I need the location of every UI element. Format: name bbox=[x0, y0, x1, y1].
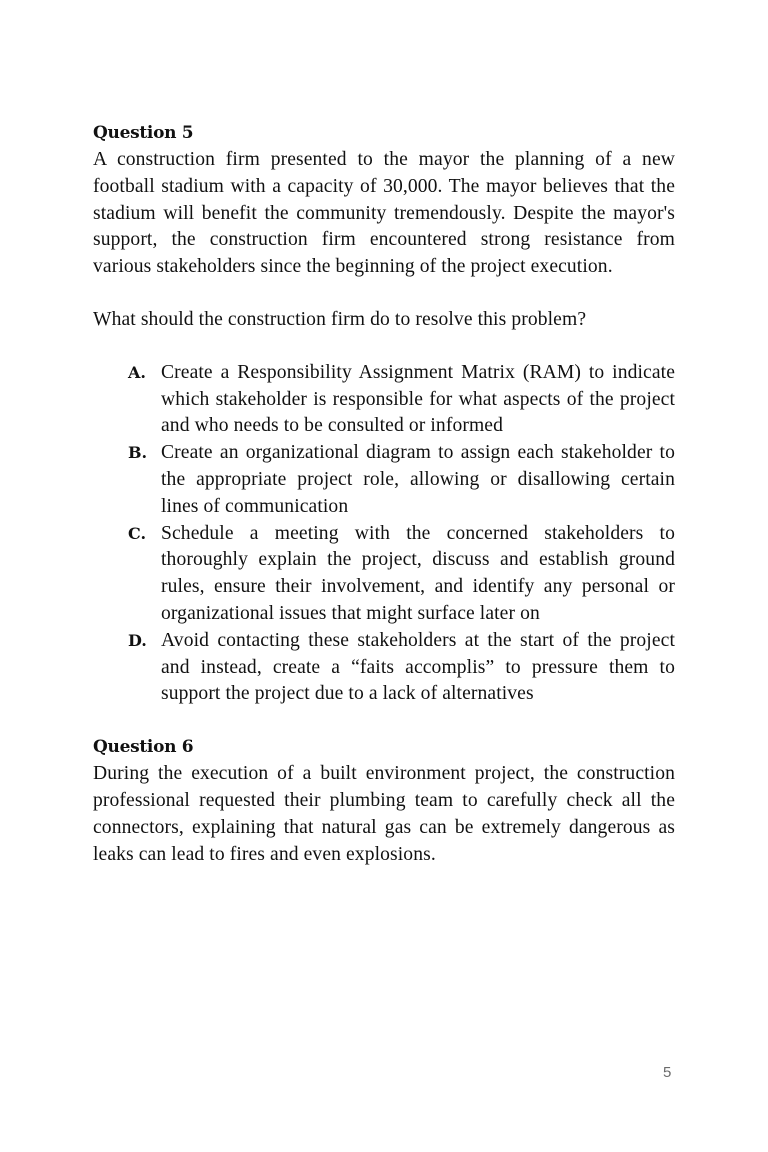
question-stem: During the execution of a built environment project, the construction professional requested their plumbing team to carefully check all the connectors, explaining that natural gas can be extremely dangerous as leaks can lead to fires and even explosions. bbox=[93, 763, 675, 865]
answer-option-c bbox=[128, 521, 675, 628]
page-number: 5 bbox=[663, 1064, 672, 1081]
option-text: Create a Responsibility Assignment Matrix (RAM) to indicate which stakeholder is responsible for what aspects of the project and who needs to be consulted or informed bbox=[161, 361, 675, 437]
question-title: Question 6 bbox=[93, 737, 194, 758]
option-text: Avoid contacting these stakeholders at the start of the project and instead, create a “faits accomplis” to pressure them to support the project due to a lack of alternatives bbox=[161, 629, 675, 705]
option-text: Schedule a meeting with the concerned stakeholders to thoroughly explain the project, discuss and establish ground rules, ensure their involvement, and identify any personal or organizational issues that might surface later on bbox=[161, 522, 675, 624]
answer-options bbox=[93, 360, 675, 708]
answer-option-a bbox=[128, 360, 675, 440]
question-stem: A construction firm presented to the mayor the planning of a new football stadium with a capacity of 30,000. The mayor believes that the stadium will benefit the community tremendously. Despite the mayor's support, the construction firm encountered strong resistance from various stakeholders since the beginning of the project execution. bbox=[93, 149, 675, 278]
question-title: Question 5 bbox=[93, 123, 194, 143]
document-page bbox=[93, 120, 675, 868]
question-prompt: What should the construction firm do to resolve this problem? bbox=[93, 308, 587, 330]
option-label: C. bbox=[128, 523, 147, 543]
question-5 bbox=[93, 120, 675, 708]
option-label: D. bbox=[128, 630, 147, 650]
answer-option-d bbox=[128, 628, 675, 708]
option-label: A. bbox=[128, 362, 146, 382]
option-label: B. bbox=[128, 443, 148, 463]
question-6 bbox=[93, 734, 675, 868]
answer-option-b bbox=[128, 440, 675, 520]
option-text: Create an organizational diagram to assign each stakeholder to the appropriate project role, allowing or disallowing certain lines of communication bbox=[161, 442, 675, 517]
